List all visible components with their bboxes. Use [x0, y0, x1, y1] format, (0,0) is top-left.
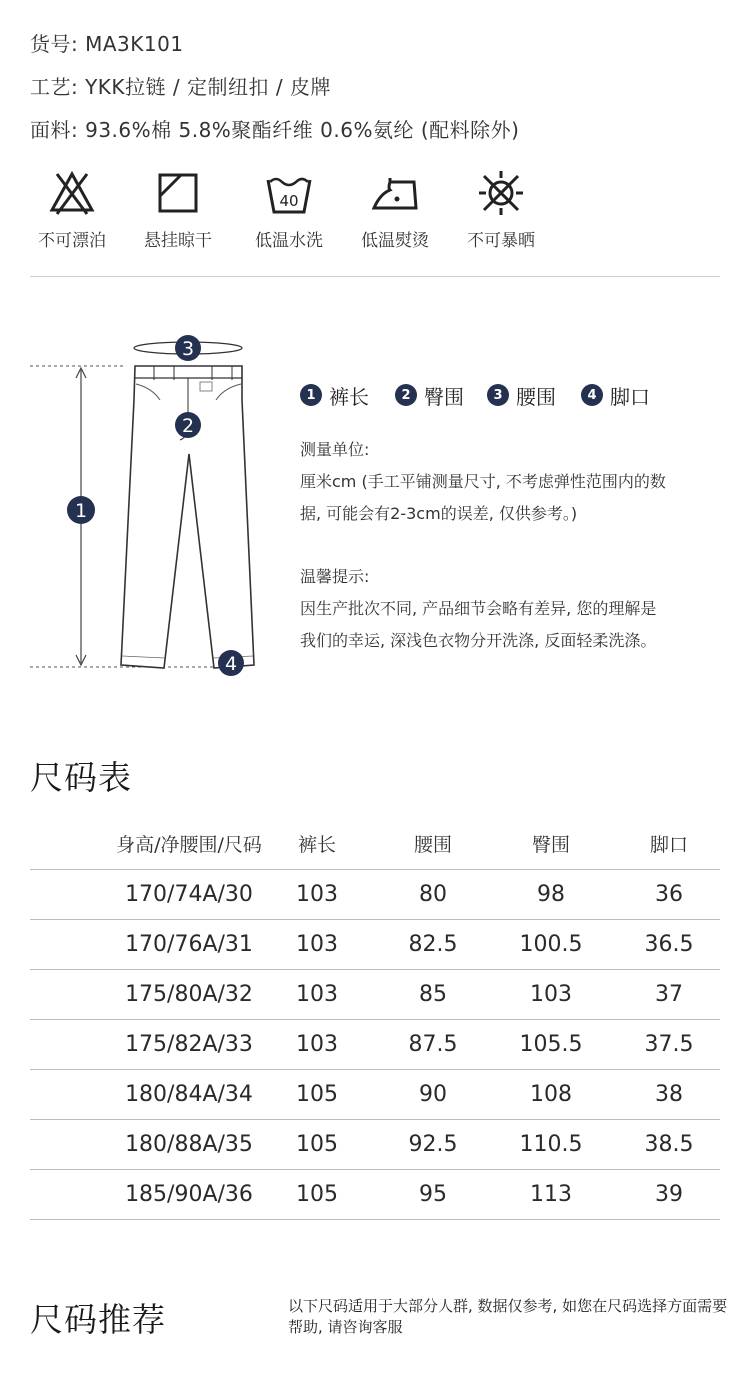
- legend-item-hip: [395, 381, 464, 409]
- hang-dry-icon: [153, 168, 203, 218]
- size-cell: 180/88A/35: [125, 1132, 253, 1157]
- table-row: [30, 1170, 720, 1220]
- table-body: [30, 870, 720, 1220]
- marker-waist-label: 3: [181, 338, 195, 360]
- marker-hem: [218, 650, 244, 676]
- size-cell: 180/84A/34: [125, 1082, 253, 1107]
- care-item-low-iron: [345, 168, 445, 251]
- note-line: 我们的幸运, 深浅色衣物分开洗涤, 反面轻柔洗涤。: [300, 631, 657, 650]
- marker-hip-label: 2: [181, 415, 195, 437]
- care-item-hang-dry: [128, 168, 228, 251]
- measurement-cell: 36.5: [644, 932, 694, 957]
- size-cell: 185/90A/36: [125, 1182, 253, 1207]
- measurement-cell: 38.5: [644, 1132, 694, 1157]
- measurement-cell: 100.5: [519, 932, 583, 957]
- legend-item-hem: [581, 381, 650, 409]
- table-row: [30, 1070, 720, 1120]
- legend-number: 2: [395, 384, 417, 406]
- measurement-cell: 36: [655, 882, 683, 907]
- note-line: 厘米cm (手工平铺测量尺寸, 不考虑弹性范围内的数: [300, 472, 666, 491]
- legend-item-length: [300, 381, 369, 409]
- column-header: 臀围: [531, 834, 570, 856]
- measurement-unit-note: [300, 434, 720, 530]
- care-item-no-sun: [451, 168, 551, 251]
- column-header: 裤长: [297, 834, 336, 856]
- product-craft: 工艺: YKK拉链 / 定制纽扣 / 皮牌: [30, 75, 331, 99]
- table-row: [30, 870, 720, 920]
- section-divider: [30, 276, 720, 277]
- column-header: 脚口: [649, 834, 688, 856]
- marker-length: [67, 496, 95, 524]
- care-item-wash-40: [239, 168, 339, 251]
- measurement-cell: 105: [296, 1132, 338, 1157]
- marker-length-label: 1: [74, 500, 88, 522]
- marker-hip: [175, 412, 201, 438]
- legend-number: 4: [581, 384, 603, 406]
- marker-hem-label: 4: [224, 653, 238, 675]
- measurement-cell: 105: [296, 1082, 338, 1107]
- size-recommend-title: 尺码推荐: [30, 1300, 166, 1339]
- column-header: 腰围: [413, 834, 452, 856]
- note-line: 因生产批次不同, 产品细节会略有差异, 您的理解是: [300, 599, 657, 618]
- measurement-cell: 103: [530, 982, 572, 1007]
- measurement-cell: 108: [530, 1082, 572, 1107]
- measurement-cell: 105.5: [519, 1032, 583, 1057]
- size-cell: 170/76A/31: [125, 932, 253, 957]
- measurement-cell: 103: [296, 1032, 338, 1057]
- measurement-legend: [300, 381, 720, 411]
- size-cell: 175/80A/32: [125, 982, 253, 1007]
- size-cell: 175/82A/33: [125, 1032, 253, 1057]
- column-header: 身高/净腰围/尺码: [116, 834, 262, 856]
- note-title: 测量单位:: [300, 440, 370, 459]
- measurement-cell: 87.5: [408, 1032, 458, 1057]
- low-iron-icon: [370, 168, 420, 218]
- care-label: 不可漂泊: [38, 231, 106, 251]
- tips-note: [300, 561, 720, 657]
- measurement-cell: 82.5: [408, 932, 458, 957]
- size-table: [30, 820, 720, 1220]
- table-header-row: [30, 820, 720, 870]
- measurement-cell: 85: [419, 982, 447, 1007]
- measurement-cell: 37: [655, 982, 683, 1007]
- pants-measurement-diagram: [24, 330, 274, 680]
- measurement-cell: 103: [296, 932, 338, 957]
- measurement-cell: 92.5: [408, 1132, 458, 1157]
- table-row: [30, 970, 720, 1020]
- legend-item-waist: [487, 381, 556, 409]
- measurement-cell: 39: [655, 1182, 683, 1207]
- measurement-cell: 38: [655, 1082, 683, 1107]
- size-recommend-note: 以下尺码适用于大部分人群, 数据仅参考, 如您在尺码选择方面需要帮助, 请咨询客服: [288, 1297, 728, 1336]
- care-label: 不可暴晒: [467, 231, 535, 251]
- care-label: 悬挂晾干: [144, 231, 212, 251]
- note-line: 据, 可能会有2-3cm的误差, 仅供参考。): [300, 504, 578, 523]
- legend-number: 1: [300, 384, 322, 406]
- measurement-cell: 103: [296, 882, 338, 907]
- legend-label: 臀围: [424, 384, 464, 409]
- measurement-cell: 113: [530, 1182, 572, 1207]
- measurement-cell: 95: [419, 1182, 447, 1207]
- size-chart-title: 尺码表: [30, 758, 132, 797]
- legend-label: 裤长: [329, 384, 369, 409]
- care-label: 低温熨烫: [361, 231, 429, 251]
- legend-label: 腰围: [516, 384, 556, 409]
- measurement-cell: 80: [419, 882, 447, 907]
- measurement-cell: 103: [296, 982, 338, 1007]
- no-bleach-icon: [47, 168, 97, 218]
- wash-40-icon: [264, 168, 314, 218]
- marker-waist: [175, 335, 201, 361]
- table-row: [30, 1120, 720, 1170]
- size-cell: 170/74A/30: [125, 882, 253, 907]
- care-label: 低温水洗: [255, 231, 323, 251]
- note-title: 温馨提示:: [300, 567, 370, 586]
- care-item-no-bleach: [22, 168, 122, 251]
- measurement-cell: 98: [537, 882, 565, 907]
- product-sku: 货号: MA3K101: [30, 32, 184, 56]
- legend-label: 脚口: [610, 384, 650, 409]
- product-fabric: 面料: 93.6%棉 5.8%聚酯纤维 0.6%氨纶 (配料除外): [30, 118, 520, 142]
- measurement-cell: 37.5: [644, 1032, 694, 1057]
- measurement-cell: 90: [419, 1082, 447, 1107]
- measurement-cell: 110.5: [519, 1132, 583, 1157]
- care-instructions: [30, 168, 590, 258]
- legend-number: 3: [487, 384, 509, 406]
- no-sun-icon: [476, 168, 526, 218]
- measurement-cell: 105: [296, 1182, 338, 1207]
- wash-temp: 40: [279, 192, 299, 210]
- table-row: [30, 920, 720, 970]
- table-row: [30, 1020, 720, 1070]
